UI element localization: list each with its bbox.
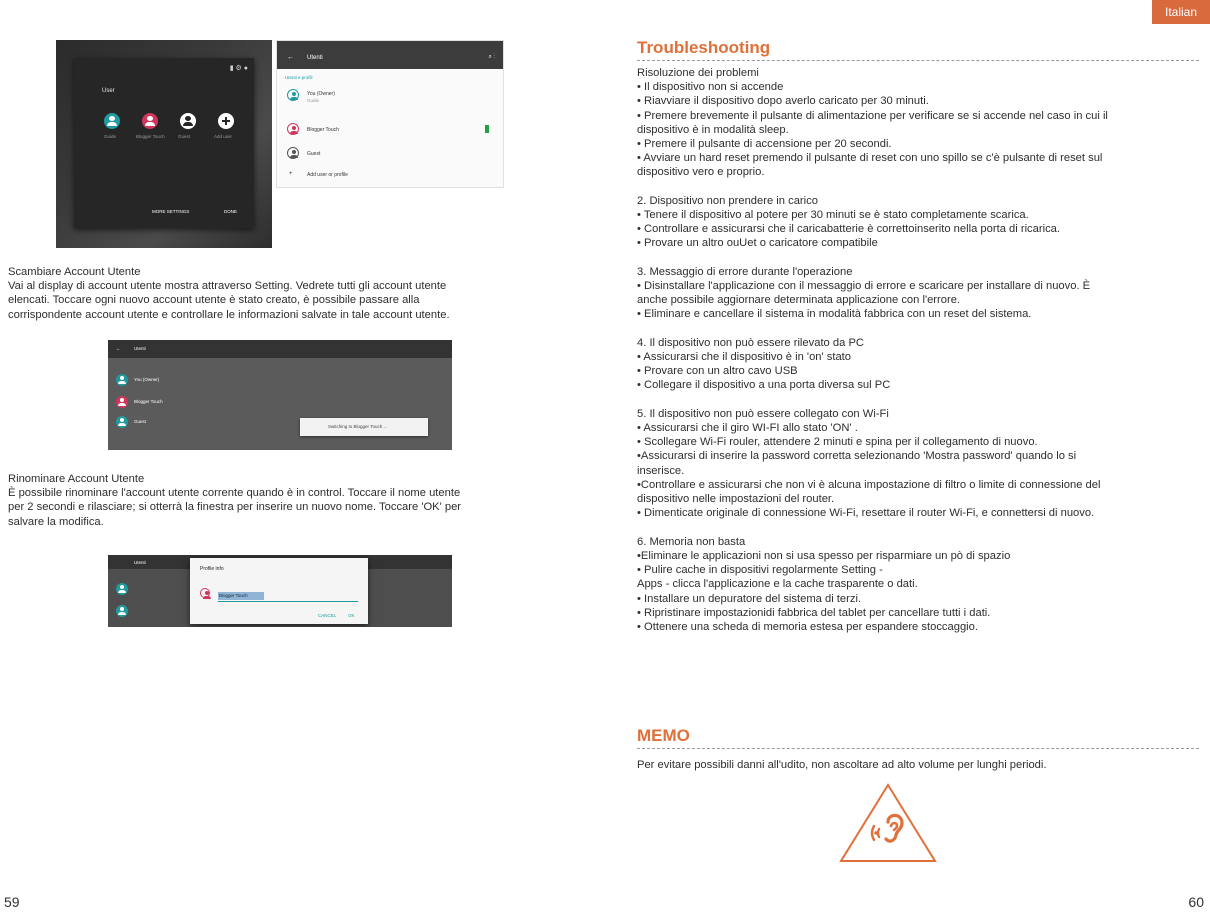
troubleshooting-line: Apps - clicca l'applicazione e la cache trasparente o dati.: [637, 578, 918, 591]
users-list-screenshot: [276, 40, 504, 188]
troubleshooting-line: 4. Il dispositivo non può essere rilevato da PC: [637, 336, 864, 349]
blank-line: [637, 521, 1203, 535]
switch-accounts-paragraph: [8, 265, 598, 322]
done-button: DONE: [224, 209, 238, 214]
user-avatar-icon: [116, 374, 128, 386]
add-user-icon: [218, 113, 234, 129]
page-number: 60: [1188, 894, 1204, 910]
troubleshooting-line: • Riavviare il dispositivo dopo averlo caricato per 30 minuti.: [637, 95, 929, 108]
section-divider: [637, 60, 1199, 61]
troubleshooting-line: 5. Il dispositivo non può essere collegato con Wi-Fi: [637, 407, 889, 420]
troubleshooting-line: • Il dispositivo non si accende: [637, 81, 784, 94]
user-label: Guide: [104, 134, 117, 139]
troubleshooting-title: Troubleshooting: [637, 38, 771, 57]
memo-text: Per evitare possibili danni all'udito, non ascoltare ad alto volume per lunghi periodi.: [637, 759, 1047, 771]
troubleshooting-line: dispositivo è in modalità sleep.: [637, 123, 789, 136]
user-avatar-icon: [200, 588, 210, 598]
troubleshooting-line: •Eliminare le applicazioni non si usa spesso per risparmiare un pò di spazio: [637, 549, 1011, 562]
rename-account-paragraph: [8, 472, 598, 529]
back-arrow-icon: ←: [116, 346, 121, 351]
user-row-label: Blogger Touch: [134, 399, 163, 404]
more-settings-button: MORE SETTINGS: [152, 209, 190, 214]
section-label: Utenti e profili: [285, 75, 313, 80]
troubleshooting-line: •Controllare e assicurarsi che non vi è alcuna impostazione di filtro o limite di connessione del: [637, 478, 1101, 491]
section-divider: [637, 748, 1199, 749]
user-row-label: Add user or profile: [307, 172, 348, 178]
language-badge: Italian: [1152, 0, 1210, 24]
troubleshooting-line: • Assicurarsi che il dispositivo è in 'on' stato: [637, 351, 852, 364]
troubleshooting-line: • Provare con un altro cavo USB: [637, 365, 798, 378]
user-label: Blogger Touch: [136, 134, 165, 139]
battery-icon: [485, 125, 489, 133]
user-row-sub: Guide: [307, 98, 320, 103]
users-panel: [74, 58, 254, 228]
memo-title: MEMO: [637, 726, 690, 745]
hearing-warning-icon: [838, 782, 938, 864]
rename-screenshot: [108, 555, 452, 627]
guest-avatar-icon: [180, 113, 196, 129]
user-avatar-icon: [116, 583, 128, 595]
troubleshooting-line: • Ripristinare impostazionidi fabbrica del tablet per cancellare tutti i dati.: [637, 606, 991, 619]
troubleshooting-line: Risoluzione dei problemi: [637, 67, 759, 79]
user-label: Add user: [214, 134, 233, 139]
troubleshooting-line: • Provare un altro ouUet o caricatore compatibile: [637, 237, 878, 250]
troubleshooting-line: dispositivo nelle impostazioni del router.: [637, 493, 835, 506]
troubleshooting-line: • Dimenticate originale di connessione Wi-Fi, resettare il router Wi-Fi, e connettersi di nuovo.: [637, 507, 1095, 520]
troubleshooting-line: • Pulire cache in dispositivi regolarmente Setting -: [637, 564, 883, 577]
troubleshooting-line: • Assicurarsi che il giro WI-FI allo stato 'ON' .: [637, 422, 858, 435]
search-icon: ⌕ ⋮: [488, 54, 495, 60]
troubleshooting-line: • Collegare il dispositivo a una porta diversa sul PC: [637, 379, 891, 392]
troubleshooting-line: • Controllare e assicurarsi che il caricabatterie è correttoinserito nella porta di ricarica.: [637, 223, 1061, 236]
paragraph-line: elencati. Toccare ogni nuovo account utente è stato creato, è possibile passare alla: [8, 294, 420, 307]
user-avatar-icon: [287, 123, 299, 135]
switching-toast: [300, 418, 428, 436]
status-bar-icons: ▮ ⚙ ●: [229, 65, 248, 72]
users-panel-screenshot: [56, 40, 272, 248]
guest-avatar-icon: [287, 147, 299, 159]
ok-button: OK: [348, 613, 355, 618]
switching-screenshot: [108, 340, 452, 450]
paragraph-line: Vai al display di account utente mostra attraverso Setting. Vedrete tutti gli account utente: [8, 280, 447, 293]
troubleshooting-line: • Avviare un hard reset premendo il pulsante di reset con uno spillo se c'è pulsante di reset sul: [637, 152, 1103, 165]
user-row-label: Guest: [134, 419, 147, 424]
troubleshooting-line: 2. Dispositivo non prendere in carico: [637, 194, 818, 207]
page-number: 59: [4, 894, 20, 910]
troubleshooting-line: 6. Memoria non basta: [637, 535, 746, 548]
user-label: Guest: [178, 134, 191, 139]
back-arrow-icon: ←: [287, 54, 294, 61]
paragraph-line: salvare la modifica.: [8, 515, 104, 528]
troubleshooting-line: • Tenere il dispositivo al potere per 30 minuti se è stato completamente scarica.: [637, 209, 1029, 222]
cancel-button: CANCEL: [318, 613, 337, 618]
name-field-value: Blogger Touch: [219, 593, 248, 598]
app-bar-title: Utenti: [134, 346, 146, 351]
troubleshooting-line: • Installare un depuratore del sistema di terzi.: [637, 592, 862, 605]
toast-text: Switching to Blogger Touch ...: [328, 424, 388, 429]
right-page: [605, 0, 1210, 912]
app-bar: [108, 340, 452, 358]
rename-account-heading: Rinominare Account Utente: [8, 473, 145, 485]
user-avatar-icon: [116, 416, 128, 428]
user-list: [108, 358, 452, 450]
troubleshooting-line: • Premere il pulsante di accensione per 20 secondi.: [637, 138, 892, 151]
app-bar-title: Utenti: [307, 55, 323, 61]
blank-line: [637, 180, 1203, 194]
blank-line: [637, 322, 1203, 336]
user-row-label: Guest: [307, 151, 321, 157]
profile-info-dialog: [190, 558, 368, 624]
paragraph-line: corrispondente account utente e controllare le informazioni salvate in tale account utente.: [8, 308, 450, 321]
user-row-label: Blogger Touch: [307, 127, 339, 133]
troubleshooting-line: • Disinstallare l'applicazione con il messaggio di errore e scaricare per installare di nuovo. È: [637, 280, 1091, 293]
troubleshooting-line: 3. Messaggio di errore durante l'operazione: [637, 265, 853, 278]
troubleshooting-line: • Scollegare Wi-Fi rouler, attendere 2 minuti e spina per il collegamento di nuovo.: [637, 436, 1038, 449]
user-row-label: You (Owner): [134, 377, 160, 382]
paragraph-line: È possibile rinominare l'account utente corrente quando è in control. Toccare il nome utente: [8, 487, 461, 500]
user-avatar-icon: [116, 396, 128, 408]
users-panel-title: User: [102, 88, 115, 94]
switch-accounts-heading: Scambiare Account Utente: [8, 266, 141, 278]
troubleshooting-line: • Eliminare e cancellare il sistema in modalità fabbrica con un reset del sistema.: [637, 308, 1032, 321]
blank-line: [637, 393, 1203, 407]
troubleshooting-line: inserisce.: [637, 464, 685, 477]
field-underline: [218, 601, 358, 602]
troubleshooting-line: •Assicurarsi di inserire la password corretta selezionando 'Mostra password' quando lo si: [637, 450, 1077, 463]
troubleshooting-line: • Ottenere una scheda di memoria estesa per espandere stoccaggio.: [637, 620, 978, 633]
blank-line: [637, 251, 1203, 265]
user-avatar-icon: [287, 89, 299, 101]
app-bar: [277, 41, 503, 69]
troubleshooting-line: anche possibile aggiornare determinata applicazione con l'errore.: [637, 294, 961, 307]
user-avatar-icon: [104, 113, 120, 129]
add-icon: +: [289, 171, 293, 177]
app-bar-title: Utenti: [134, 560, 146, 565]
dialog-title: Profile info: [200, 566, 224, 572]
troubleshooting-line: • Premere brevemente il pulsante di alimentazione per verificare se si accende nel caso in cui il: [637, 109, 1108, 122]
user-avatar-icon: [142, 113, 158, 129]
troubleshooting-line: dispositivo vero e proprio.: [637, 166, 765, 179]
user-row-label: You (Owner): [307, 91, 335, 97]
user-avatar-icon: [116, 605, 128, 617]
troubleshooting-body: [637, 66, 1203, 634]
paragraph-line: per 2 secondi e rilasciare; si otterrà la finestra per inserire un nuovo nome. Toccare 'OK' per: [8, 501, 462, 514]
